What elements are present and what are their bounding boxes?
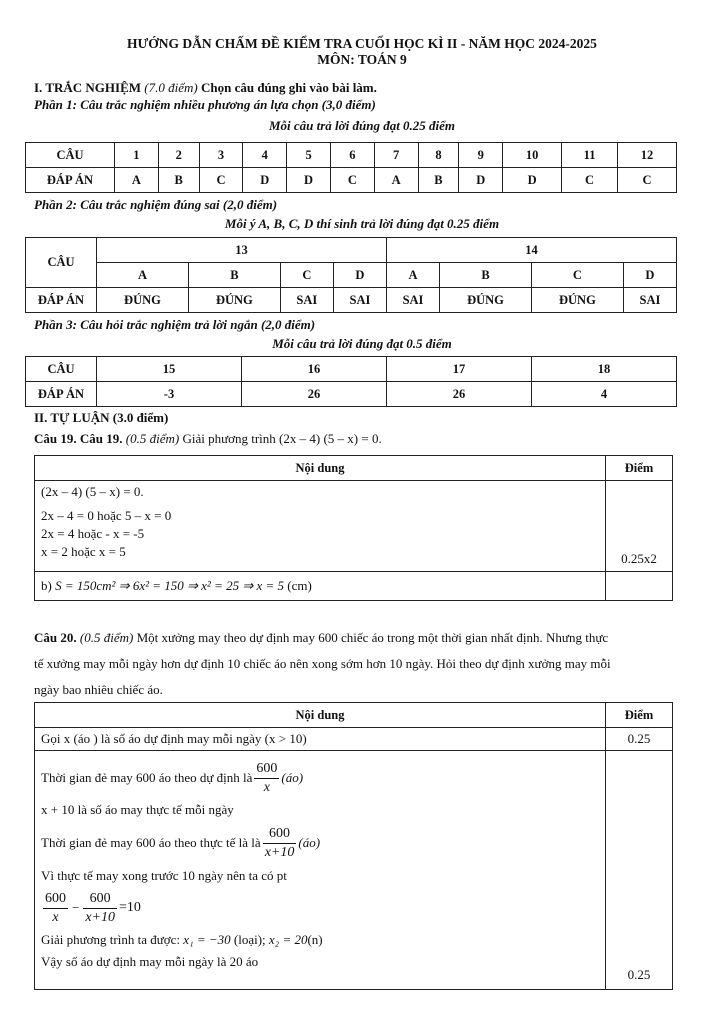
q20-l5-prefix: Giải phương trình ta được: bbox=[41, 932, 181, 947]
q19-line: 2x – 4 = 0 hoặc 5 – x = 0 bbox=[41, 508, 172, 523]
table3-a: 26 bbox=[242, 382, 387, 407]
q20-l3: Thời gian đẻ may 600 áo theo thực tế là là bbox=[41, 835, 261, 850]
q19-score1: 0.25x2 bbox=[606, 481, 673, 572]
table-row bbox=[35, 456, 673, 481]
table-row bbox=[26, 238, 677, 263]
q20-frac2-den: x+10 bbox=[264, 844, 295, 860]
q20-frac2 bbox=[263, 825, 297, 862]
q19-label: Câu 19. Câu 19. bbox=[34, 431, 123, 446]
table-row bbox=[26, 382, 677, 407]
table2-answer: ĐÚNG bbox=[97, 288, 189, 313]
q20-l2: x + 10 là số áo may thực tế mỗi ngày bbox=[41, 802, 234, 817]
table2-q14: 14 bbox=[386, 238, 676, 263]
q20-row1-score: 0.25 bbox=[606, 728, 673, 751]
q19-line: 2x = 4 hoặc - x = -5 bbox=[41, 526, 145, 541]
q20-unit1: (áo) bbox=[281, 770, 304, 785]
table1-a: C bbox=[199, 168, 243, 193]
table3-q: 15 bbox=[97, 357, 242, 382]
table3-a: -3 bbox=[97, 382, 242, 407]
q20-row1: Gọi x (áo ) là số áo dự định may mỗi ngày (x > 10) bbox=[35, 728, 606, 751]
q20-solution bbox=[35, 751, 606, 990]
table1-q: 6 bbox=[330, 143, 374, 168]
q20-eq-frac1 bbox=[43, 890, 68, 927]
q19-b-prefix: b) bbox=[41, 578, 52, 593]
table3-a: 26 bbox=[387, 382, 532, 407]
table2-answer: ĐÚNG bbox=[188, 288, 280, 313]
table1-q: 9 bbox=[459, 143, 503, 168]
table2-q13: 13 bbox=[97, 238, 387, 263]
table2-option: A bbox=[386, 263, 439, 288]
q20-unit2: (áo) bbox=[298, 835, 321, 850]
table1-a: B bbox=[418, 168, 459, 193]
q19-solution bbox=[35, 481, 606, 572]
table1-a: A bbox=[115, 168, 159, 193]
q20-x2: x₂ = 20 bbox=[268, 932, 308, 947]
q20-eq-frac2 bbox=[83, 890, 117, 927]
table-row bbox=[26, 168, 677, 193]
table-row bbox=[35, 572, 673, 601]
table-row bbox=[35, 481, 673, 572]
table1-q: 11 bbox=[562, 143, 618, 168]
part2-heading: II. TỰ LUẬN (3.0 điểm) bbox=[34, 410, 169, 425]
q20-l4: Vì thực tế may xong trước 10 ngày nên ta có pt bbox=[41, 868, 287, 883]
table2-option: B bbox=[188, 263, 280, 288]
table1-q: 8 bbox=[418, 143, 459, 168]
table2-option: A bbox=[97, 263, 189, 288]
q20-x1: x₁ = −30 bbox=[183, 932, 231, 947]
table2-option: B bbox=[440, 263, 532, 288]
q20-col-content: Nội dung bbox=[35, 703, 606, 728]
q19-line: x = 2 hoặc x = 5 bbox=[41, 544, 126, 559]
q19-b-score bbox=[606, 572, 673, 601]
table1-a: C bbox=[562, 168, 618, 193]
q20-eq-minus: − bbox=[72, 900, 80, 915]
table-row bbox=[35, 751, 673, 990]
table2-option: C bbox=[531, 263, 623, 288]
q19-prompt bbox=[34, 431, 382, 447]
table-row bbox=[26, 357, 677, 382]
q20-equation bbox=[41, 887, 605, 929]
table2-answer: ĐÚNG bbox=[531, 288, 623, 313]
table2-answer: SAI bbox=[333, 288, 386, 313]
table1-a: D bbox=[503, 168, 562, 193]
table1-q: 5 bbox=[287, 143, 331, 168]
table1-q: 10 bbox=[503, 143, 562, 168]
q20-final-score: 0.25 bbox=[606, 751, 673, 990]
table1-q: 7 bbox=[374, 143, 418, 168]
part1-heading: I. TRẮC NGHIỆM bbox=[34, 80, 142, 95]
table-row bbox=[26, 263, 677, 288]
part1-instruction: Chọn câu đúng ghi vào bài làm. bbox=[200, 80, 377, 95]
q20-text3: ngày bao nhiêu chiếc áo. bbox=[34, 682, 163, 697]
q20-text2: tế xưởng may mỗi ngày hơn dự định 10 chiếc áo nên xong sớm hơn 10 ngày. Hỏi theo dự định xưởng may mỗi bbox=[34, 656, 611, 671]
q20-l6: Vậy số áo dự định may mỗi ngày là 20 áo bbox=[41, 954, 259, 969]
table3-q: 18 bbox=[532, 357, 677, 382]
table2-option: C bbox=[280, 263, 333, 288]
q19-row-b bbox=[35, 572, 606, 601]
table3-q: 16 bbox=[242, 357, 387, 382]
table-row bbox=[35, 703, 673, 728]
table1-a: C bbox=[618, 168, 677, 193]
table-part2 bbox=[25, 237, 677, 313]
table2-header-cau: CÂU bbox=[26, 238, 97, 288]
table1-q: 12 bbox=[618, 143, 677, 168]
table1-a: D bbox=[243, 168, 287, 193]
part1-points: (7.0 điểm) bbox=[144, 80, 198, 95]
table-part1 bbox=[25, 142, 677, 193]
table1-a: A bbox=[374, 168, 418, 193]
q20-step3 bbox=[41, 821, 605, 865]
table1-header-dapan: ĐÁP ÁN bbox=[26, 168, 115, 193]
table-q19 bbox=[34, 455, 673, 601]
q20-eq-rhs: =10 bbox=[119, 900, 141, 915]
q20-eq-den1: x bbox=[52, 909, 59, 925]
q20-step1 bbox=[41, 757, 605, 799]
q20-eq-num1: 600 bbox=[43, 890, 68, 909]
section3-title: Phần 3: Câu hỏi trắc nghiệm trả lời ngắn (2,0 điểm) bbox=[34, 317, 316, 332]
q19-col-score: Điểm bbox=[606, 456, 673, 481]
q20-prompt bbox=[34, 625, 686, 703]
document-title: HƯỚNG DẪN CHẤM ĐỀ KIỂM TRA CUỐI HỌC KÌ II - NĂM HỌC 2024-2025 bbox=[127, 36, 597, 51]
table3-header-dapan: ĐÁP ÁN bbox=[26, 382, 97, 407]
q20-points: (0.5 điểm) bbox=[79, 630, 134, 645]
table1-q: 2 bbox=[158, 143, 199, 168]
q20-eq-den2: x+10 bbox=[85, 909, 116, 925]
table1-a: D bbox=[459, 168, 503, 193]
table3-header-cau: CÂU bbox=[26, 357, 97, 382]
q19-text: Giải phương trình (2x – 4) (5 – x) = 0. bbox=[182, 431, 382, 446]
q20-frac1 bbox=[254, 760, 279, 797]
table-row bbox=[35, 728, 673, 751]
q20-frac1-num: 600 bbox=[254, 760, 279, 779]
q19-line: (2x – 4) (5 – x) = 0. bbox=[41, 484, 144, 499]
q20-l5 bbox=[41, 929, 605, 951]
q19-b-math: S = 150cm² ⇒ 6x² = 150 ⇒ x² = 25 ⇒ x = 5 bbox=[55, 578, 285, 593]
q20-eq-num2: 600 bbox=[83, 890, 117, 909]
table-row bbox=[26, 288, 677, 313]
subject-title: MÔN: TOÁN 9 bbox=[317, 52, 407, 67]
part1-heading-line bbox=[34, 80, 377, 96]
section2-title: Phần 2: Câu trắc nghiệm đúng sai (2,0 điểm) bbox=[34, 197, 278, 212]
table1-q: 3 bbox=[199, 143, 243, 168]
table2-answer: SAI bbox=[386, 288, 439, 313]
table-part3 bbox=[25, 356, 677, 407]
section1-note: Mỗi câu trả lời đúng đạt 0.25 điểm bbox=[268, 118, 456, 133]
section2-note: Mỗi ý A, B, C, D thí sinh trả lời đúng đạt 0.25 điểm bbox=[224, 216, 500, 231]
table1-a: B bbox=[158, 168, 199, 193]
table2-answer: ĐÚNG bbox=[440, 288, 532, 313]
q20-frac1-den: x bbox=[263, 779, 271, 795]
q20-frac2-num: 600 bbox=[263, 825, 297, 844]
q20-col-score: Điểm bbox=[606, 703, 673, 728]
table-row bbox=[26, 143, 677, 168]
table1-a: D bbox=[287, 168, 331, 193]
table1-q: 4 bbox=[243, 143, 287, 168]
q19-points: (0.5 điểm) bbox=[125, 431, 180, 446]
table1-header-cau: CÂU bbox=[26, 143, 115, 168]
q20-label: Câu 20. bbox=[34, 630, 77, 645]
section3-note: Mỗi câu trả lời đúng đạt 0.5 điểm bbox=[272, 336, 452, 351]
section1-title: Phần 1: Câu trắc nghiệm nhiều phương án lựa chọn (3,0 điểm) bbox=[34, 97, 376, 112]
table3-a: 4 bbox=[532, 382, 677, 407]
table2-answer: SAI bbox=[280, 288, 333, 313]
table2-option: D bbox=[333, 263, 386, 288]
q20-l1: Thời gian đẻ may 600 áo theo dự định là bbox=[41, 770, 253, 785]
q20-line1 bbox=[34, 625, 686, 651]
table1-a: C bbox=[330, 168, 374, 193]
q20-loai: (loại); bbox=[233, 932, 266, 947]
q19-b-unit: (cm) bbox=[287, 578, 312, 593]
table2-header-dapan: ĐÁP ÁN bbox=[26, 288, 97, 313]
q19-col-content: Nội dung bbox=[35, 456, 606, 481]
table2-answer: SAI bbox=[623, 288, 676, 313]
table2-option: D bbox=[623, 263, 676, 288]
table3-q: 17 bbox=[387, 357, 532, 382]
table1-q: 1 bbox=[115, 143, 159, 168]
table-q20 bbox=[34, 702, 673, 990]
q20-n: (n) bbox=[307, 932, 323, 947]
q20-text1: Một xưởng may theo dự định may 600 chiếc áo trong một thời gian nhất định. Nhưng thực bbox=[136, 630, 609, 645]
